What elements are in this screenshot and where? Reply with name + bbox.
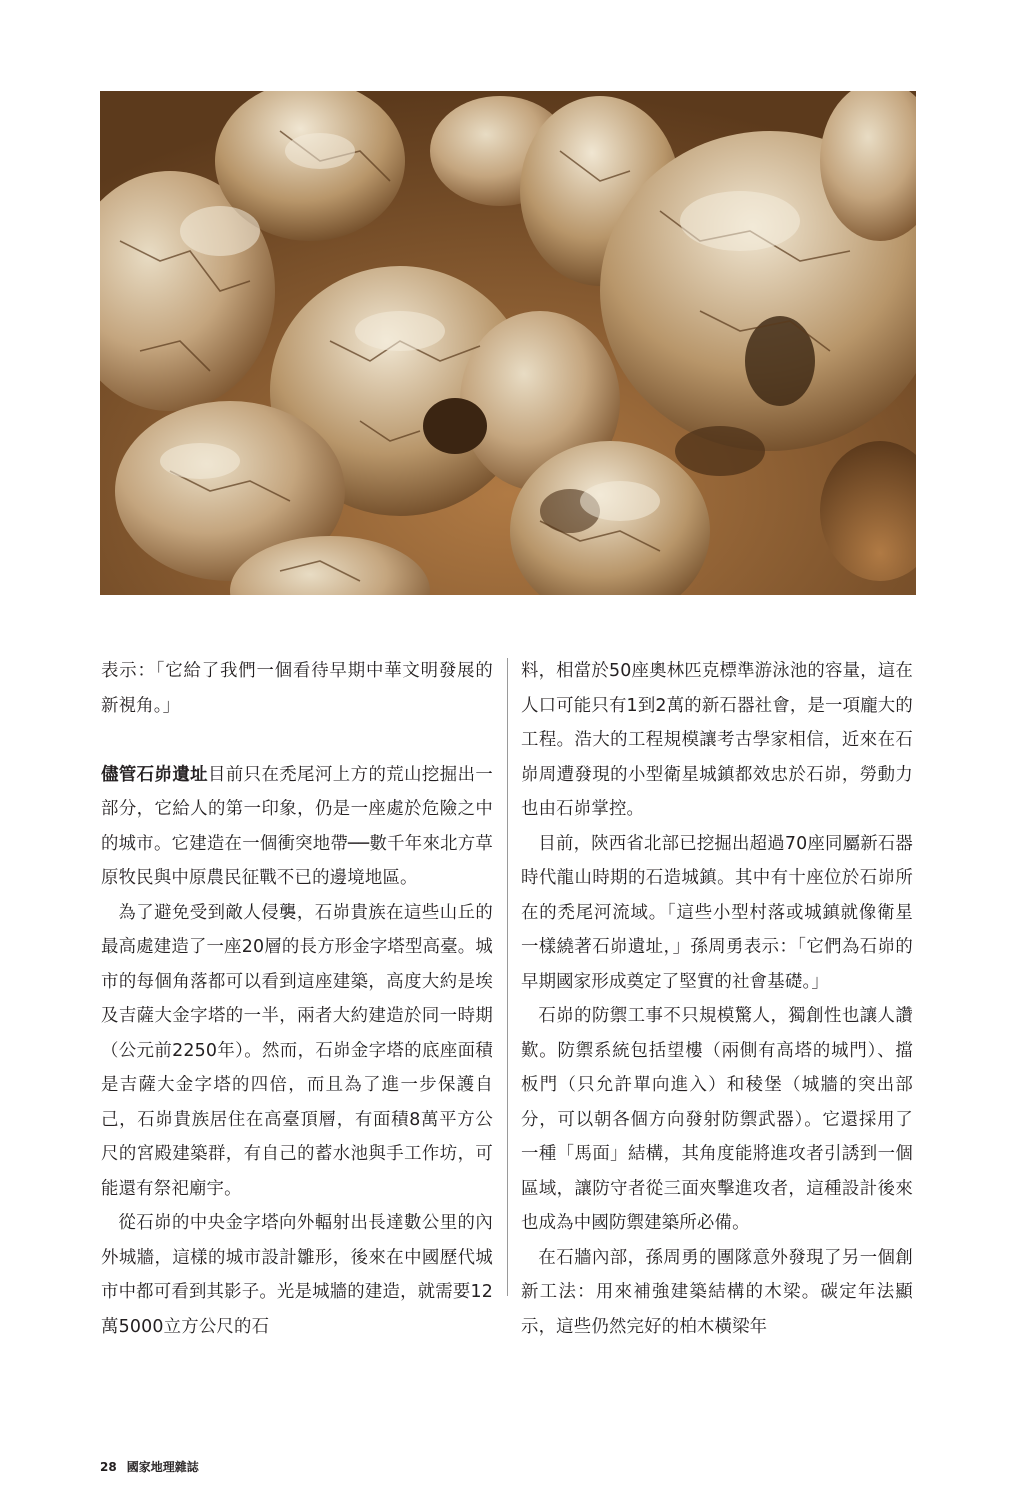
paragraph-satellite-towns: 目前，陝西省北部已挖掘出超過70座同屬新石器時代龍山時期的石造城鎮。其中有十座位於石峁所在的禿尾河流域。「這些小型村落或城鎮就像衛星一樣繞著石峁遺址，」孫周勇表示：「它們為石峁的早期國家形成奠定了堅實的社會基礎。」 [521, 833, 913, 992]
right-column [521, 654, 913, 1344]
paragraph-city-walls: 從石峁的中央金字塔向外輻射出長達數公里的內外城牆，這樣的城市設計雛形，後來在中國歷代城市中都可看到其影子。光是城牆的建造，就需要12萬5000立方公尺的石 [101, 1213, 493, 1337]
column-divider [507, 658, 508, 1296]
paragraph-quote-end: 表示：「它給了我們一個看待早期中華文明發展的新視角。」 [101, 661, 493, 716]
paragraph-body: 目前只在禿尾河上方的荒山挖掘出一部分，它給人的第一印象，仍是一座處於危險之中的城市。它建造在一個衝突地帶──數千年來北方草原牧民與中原農民征戰不已的邊境地區。 [101, 764, 494, 888]
paragraph-site-intro [101, 758, 493, 896]
skulls-illustration [100, 91, 916, 595]
paragraph-timber-beams: 在石牆內部，孫周勇的團隊意外發現了另一個創新工法：用來補強建築結構的木梁。碳定年法顯示，這些仍然完好的柏木橫梁年 [521, 1247, 913, 1337]
paragraph-stone-volume: 料，相當於50座奧林匹克標準游泳池的容量，這在人口可能只有1到2萬的新石器社會，是一項龐大的工程。浩大的工程規模讓考古學家相信，近來在石峁周遭發現的小型衛星城鎮都效忠於石峁，勞動力也由石峁掌控。 [521, 661, 913, 819]
paragraph-lead-in: 儘管石峁遺址 [101, 764, 208, 785]
page-number: 28 [100, 1460, 117, 1474]
magazine-name: 國家地理雜誌 [126, 1460, 199, 1474]
paragraph-pyramid: 為了避免受到敵人侵襲，石峁貴族在這些山丘的最高處建造了一座20層的長方形金字塔型高臺。城市的每個角落都可以看到這座建築，高度大約是埃及吉薩大金字塔的一半，兩者大約建造於同一時期（公元前2250年）。然而，石峁金字塔的底座面積是吉薩大金字塔的四倍，而且為了進一步保護自己，石峁貴族居住在高臺頂層，有面積8萬平方公尺的宮殿建築群，有自己的蓄水池與手工作坊，可能還有祭祀廟宇。 [101, 902, 493, 1199]
skulls-photo [100, 91, 916, 595]
page-footer [100, 1458, 199, 1475]
paragraph-defenses: 石峁的防禦工事不只規模驚人，獨創性也讓人讚歎。防禦系統包括望樓（兩側有高塔的城門）、擋板門（只允許單向進入）和稜堡（城牆的突出部分，可以朝各個方向發射防禦武器）。它還採用了一種「馬面」結構，其角度能將進攻者引誘到一個區域，讓防守者從三面夾擊進攻者，這種設計後來也成為中國防禦建築所必備。 [521, 1006, 913, 1233]
left-column [101, 654, 493, 1344]
